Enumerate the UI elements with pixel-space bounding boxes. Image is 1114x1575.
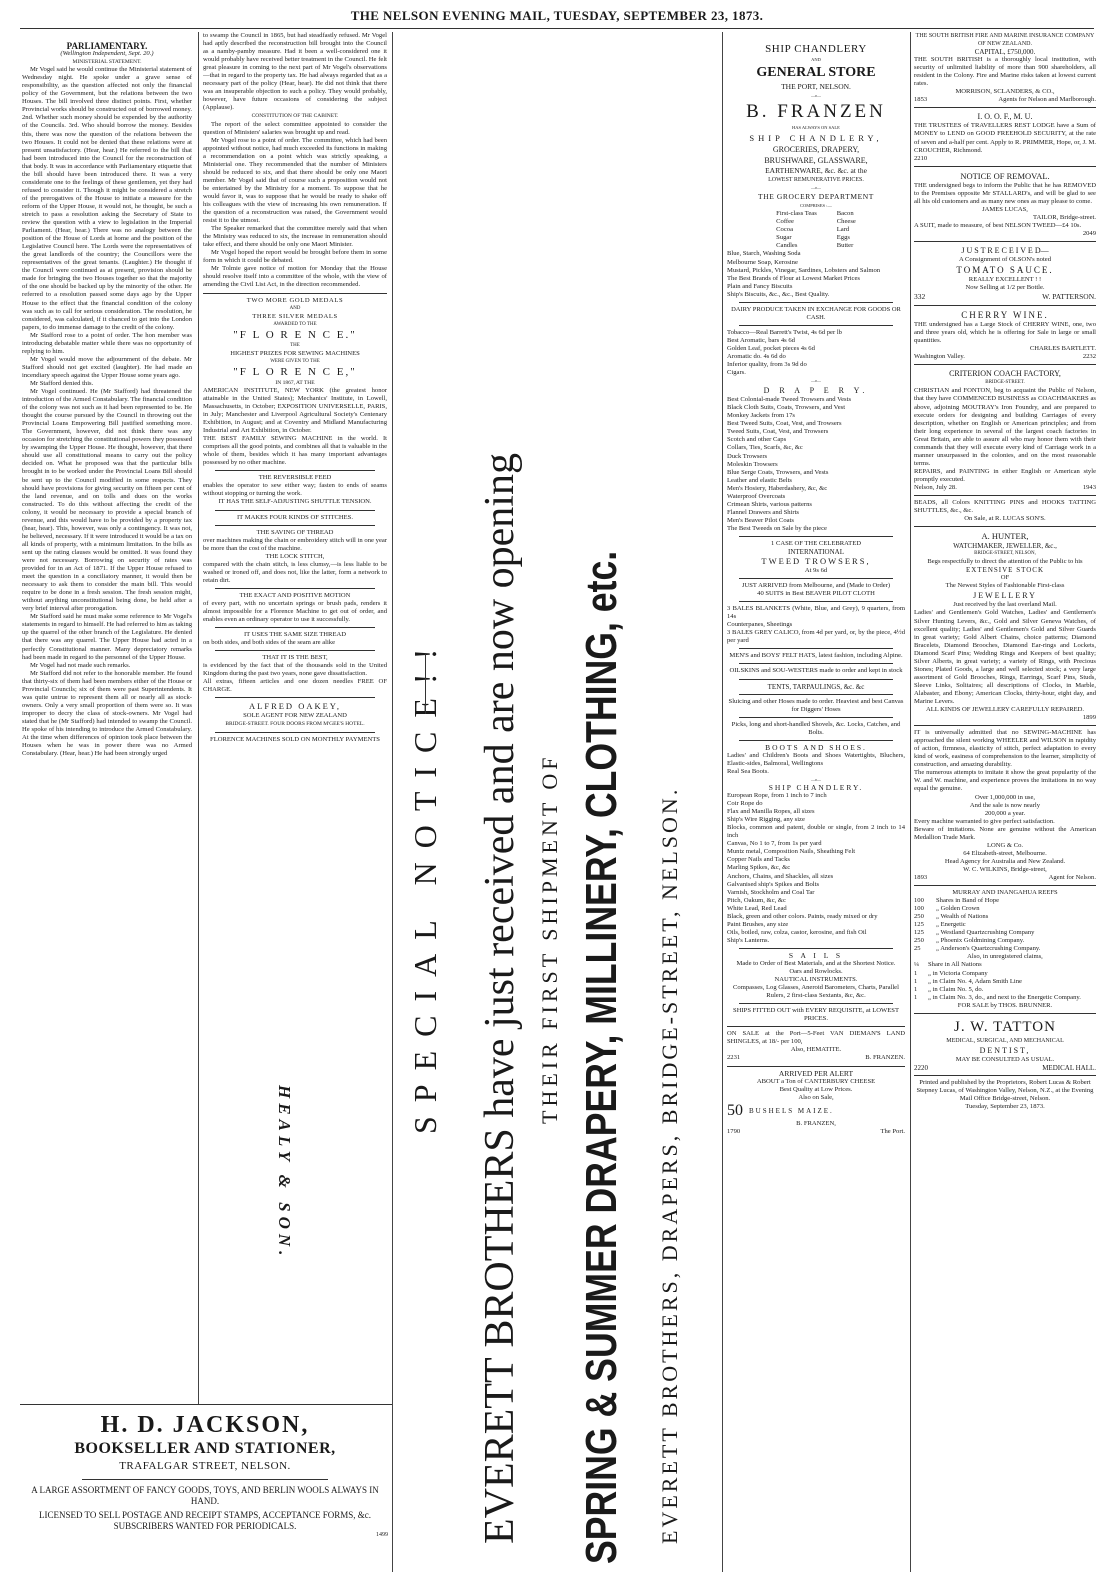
ad-heading: MURRAY AND INANGAHUA REEFS: [952, 889, 1058, 897]
column-rule: [910, 32, 911, 1572]
paragraph: Mr Stafford did not refer to the honorable member. He found that thirty-six of them had been members either of the House or Provincial Councils; six of them were past Superintendents. It was quite untrue to represent them all or nearly all as stock-owners. Only a very small proportion of them were so. It was improper to decry the class of stock-owners. Mr Vogel had stated that he (Mr Stafford) had intended to swamp the Council. He spoke of his intending to introduce the Armed Constabulary. At the time when differences of opinion took place between the Houses when he was in power there was no Armed Constabulary. (Hear, hear.) He had been strongly urged: [22, 669, 192, 758]
ad-line: JUST ARRIVED from Melbourne, and (Made to Order): [741, 582, 891, 590]
ad-paragraph: THE undersigned has a Large Stock of CHERRY WINE, one, two and three years old, which he is offering for Sale in large or small quantities.: [914, 321, 1096, 345]
ad-paragraph: compared with the chain stitch, is less clumsy,—is less liable to be washed or ironed off, and does not, like the latter, form a network to retain dirt.: [203, 560, 387, 584]
ad-line: A Consignment of OLSON's noted: [958, 255, 1052, 263]
grocery-list: [727, 210, 905, 250]
ad-line: CAPITAL, £750,000.: [974, 48, 1036, 57]
ad-line: THE PORT, NELSON.: [781, 82, 851, 92]
divider: [739, 648, 893, 649]
ad-line: HIGHEST PRIZES FOR SEWING MACHINES: [230, 349, 360, 357]
ad-paragraph: Every machine warranted to give perfect satisfaction.: [914, 817, 1055, 825]
ad-paragraph: All extras, fifteen articles and one dozen needles FREE OF CHARGE.: [203, 678, 387, 694]
ad-line: REALLY EXCELLENT ! !: [968, 276, 1042, 284]
divider: [914, 1013, 1096, 1014]
ad-number: 1899: [1082, 714, 1096, 722]
jackson-line: A LARGE ASSORTMENT OF FANCY GOODS, TOYS, AND BERLIN WOOLS ALWAYS IN HAND.: [31, 1485, 379, 1506]
ad-paragraph: THE BEST FAMILY SEWING MACHINE in the world. It comprises all the good points, and combines all that is valuable in the whole of them, besides which it has many important advantages possessed by no other machine.: [203, 435, 387, 467]
ad-heading: J U S T R E C E I V E D—: [961, 245, 1049, 255]
ad-line: IN 1867, AT THE: [275, 379, 315, 386]
ad-paragraph: IT is universally admitted that no SEWING-MACHINE has approached the silent working WHEELER and WILSON in rapidity of action, firmness, elasticity of stitch, perfect adaptation to every kind of work, easiness of comprehension to the learner, simplicity of construction, and amazing durability.: [914, 729, 1096, 769]
list-item: ¼ Share in All Nations: [914, 961, 982, 969]
ad-paragraph: of every part, with no uncertain springs or brush pads, renders it almost impossible for a Florence Machine to get out of order, and enables even an ordinary operator to use it successfully.: [203, 599, 387, 624]
ad-line: Also, HEMATITE.: [790, 1046, 842, 1054]
ad-heading: JEWELLERY: [973, 591, 1037, 601]
ad-heading: THAT IT IS THE BEST,: [262, 654, 328, 662]
ad-heading: I. O. O. F., M. U.: [977, 112, 1033, 122]
ad-number: 2049: [1082, 229, 1096, 237]
ad-heading: EXTENSIVE STOCK: [965, 566, 1045, 575]
ad-heading: TENTS, TARPAULINGS, &c. &c: [767, 682, 865, 691]
ad-paragraph: AMERICAN INSTITUTE, NEW YORK (the greatest honor attainable in the United States); Mechanics' Institute, in Lowell, Massachusetts, in October; EXPOSITION UNIVERSELLE, PARIS, in July; Manchester and Liverpool Agricultural Society's Centenary Exhibition, in August; and at Coventry and Midland Manufacturing Industrial and Art Exhibition, in October.: [203, 386, 387, 435]
ad-line: AWARDED TO THE: [273, 321, 317, 327]
ad-heading: THE SOUTH BRITISH FIRE AND MARINE INSURANCE COMPANY OF NEW ZEALAND.: [915, 33, 1095, 48]
ad-line: The Port.: [880, 1127, 905, 1135]
ad-signature: B. FRANZEN.: [865, 1054, 905, 1062]
ad-line: HAS ALWAYS ON SALE: [792, 125, 840, 131]
healy-vertical-wrap: [276, 1085, 296, 1385]
ad-paragraph: Beware of imitations. None are genuine without the American Medallion Trade Mark.: [914, 825, 1096, 841]
ad-paragraph: Best Colonial-made Tweed Trowsers and Vests Black Cloth Suits, Coats, Trowsers, and Vest Monkey Jackets from 17s Best Tweed Suits, Coat, Vest, and Trowsers Tweed Suits, Coat, Vest, and Trowsers Scotch and other Caps Collars, Ties, Scarfs, &c, &c Duck Trowsers Moleskin Trowsers Blue Serge Coats, Trowsers, and Vests Leather and elastic Belts Men's Hosiery, Haberdashery, &c, &c Waterproof Overcoats Crimean Shirts, various patterns Flannel Drawers and Shirts Men's Beaver Pilot Coats The Best Tweeds on Sale by the piece: [727, 396, 852, 532]
ad-signature: LONG & Co.: [986, 841, 1024, 849]
quantity-number: 50: [727, 1101, 743, 1119]
ad-line: Picks, long and short-handled Shovels, &c. Locks, Catches, and Bolts.: [731, 720, 901, 736]
ad-heading: A. HUNTER,: [981, 531, 1029, 542]
divider: [914, 166, 1096, 167]
list-item: Cocoa: [776, 226, 794, 234]
list-item: 250 „ Wealth of Nations: [914, 913, 989, 921]
list-item: 1 „ in Claim No. 4, Adam Smith Line: [914, 977, 1022, 985]
ad-heading: IT USES THE SAME SIZE THREAD: [243, 631, 347, 639]
ad-line: Now Selling at 1/2 per Bottle.: [965, 284, 1045, 292]
paragraph: Mr Vogel said he would continue the Ministerial statement of Wednesday night. He spoke under a grave sense of responsibility, as the question affected not only the financial policy of the Government, but the relations between the two Houses. The bill involved three distinct points. First, whether Provincial works should be constructed out of borrowed money. 2nd. Whether such money should be expended by the authority of the Councils. 3rd. Who should borrow the money. Besides this, there was now the question of the relations between the two Houses. It could not be denied that these relations were at present unsatisfactory. (Hear, hear.) He referred to the bill that had been introduced into the Council for the reconstruction of that body. It was in accordance with Parliamentary etiquette that the bill should have been introduced there. It was a very considerate one to the feelings of these gentlemen, yet they had refused to consider it. Though it might be considered a stretch of the prerogatives of the House to initiate a measure for the reform of the Upper House, it would not, he thought, be such a stretch to pass a resolution asking the Secretary of State to review the question with a view to legislation in the Imperial Parliament. (Hear, hear.) There was no analogy between the position of the House of Lords at home and the position of the Legislative Council here. The Lords were the representatives of the great landlords of the country; the Councillors were the representatives of the great tenants. (Laughter.) He thought if the Council were continued as at present, provision should be made for bringing the two Houses together so that the majority of the one should be backed up by the minority of the other. He referred to a resolution passed some days ago by the Upper House to the effect that the financial condition of the colony was such as to call for serious consideration. The resolution, he considered, was calculated, if it chanced to get into the London papers, to do immense damage to the credit of the colony.: [22, 66, 192, 331]
article-source: (Wellington Independent, Sept. 20.): [60, 50, 154, 58]
jackson-trade: BOOKSELLER AND STATIONER,: [74, 1440, 336, 1457]
ad-paragraph: CHRISTIAN and FONTON, beg to acquaint the Public of Nelson, that they have COMMENCED BUSINESS as COACHMAKERS as above, adjoining MOUTRAY's Iron Foundry, and are prepared to execute orders for designing and building Carriages of every description, whether on English or American principles; and from their long experience in several of the largest coach factories in Great Britain, are able to assure all who may honor them with their commands that they will execute every kind of Carriage work in a manner unsurpassed in the colonies, and on the most reasonable terms.: [914, 387, 1096, 467]
divider: [914, 495, 1096, 496]
everett-headline: EVERETT BROTHERS have just received and are now opening: [477, 453, 523, 1544]
ad-number: 1893: [914, 873, 928, 881]
paragraph: Mr Stafford said he must make some reference to Mr Vogel's statements in regard to himself. He had referred to him as taking up the quarrel of the other branch of the Legislature. He denied that there was any quarrel. The Upper House had acted in a perfectly Constitutional manner. Many depreciatory remarks had been made in regard to the personnel of the Upper House.: [22, 613, 192, 661]
divider: [914, 305, 1096, 306]
ad-paragraph: THE SOUTH BRITISH is a thoroughly local institution, with security of unlimited liability of more than 900 shareholders, all resident in the Colony. Fire and Marine risks taken at lowest current rates.: [914, 56, 1096, 88]
ad-paragraph: enables the operator to sew either way; fasten to ends of seams without stopping or turning the work.: [203, 482, 387, 498]
paragraph: Mr Vogel would move the adjournment of the debate. Mr Stafford should not get excited (laughter). He had made an incendiary speech against the Upper House some years ago.: [22, 355, 192, 379]
divider: [215, 588, 375, 589]
divider: [739, 578, 893, 579]
ad-line: SHIPS FITTED OUT with EVERY REQUISITE, at LOWEST PRICES.: [733, 1007, 899, 1023]
divider: [739, 948, 893, 949]
ad-line: AND: [289, 305, 301, 311]
everett-ad: [395, 34, 720, 1572]
ad-number: 1790: [727, 1127, 741, 1135]
ad-line: TWO MORE GOLD MEDALS: [246, 296, 344, 304]
florence-ad: [203, 297, 387, 744]
ad-line: 40 SUITS in Best BEAVER PILOT CLOTH: [757, 590, 875, 598]
divider: [215, 525, 375, 526]
ad-heading: THE EXACT AND POSITIVE MOTION: [239, 591, 351, 599]
list-item: Butter: [836, 242, 854, 250]
ad-title: "F L O R E N C E.": [233, 328, 357, 341]
ad-line: Also on Sale,: [798, 1093, 834, 1101]
ad-line: THREE SILVER MEDALS: [252, 312, 338, 320]
parliamentary-column: [22, 32, 192, 1402]
ad-line: And the sale is now nearly: [969, 801, 1041, 809]
ad-line: BRIDGE-STREET, NELSON,: [974, 551, 1036, 557]
ad-line: OILSKINS and SOU-WESTERS made to order and kept in stock: [729, 667, 903, 675]
ad-line: MAY BE CONSULTED AS USUAL.: [955, 1055, 1055, 1063]
masthead: THE NELSON EVENING MAIL, TUESDAY, SEPTEMBER 23, 1873.: [350, 8, 764, 23]
ad-line: BUSHELS MAIZE.: [749, 1106, 834, 1115]
ad-line: The Newest Styles of Fashionable First-class: [945, 582, 1065, 590]
list-item: 1 „ in Claim No. 3, do., and next to the Energetic Company.: [914, 993, 1081, 1001]
ad-line: ABOUT a Ton of CANTERBURY CHEESE: [756, 1077, 876, 1085]
ad-number: 2232: [1082, 353, 1096, 361]
list-item: Bacon: [836, 210, 854, 218]
ad-heading: ARRIVED PER ALERT: [778, 1068, 854, 1078]
ad-paragraph: The numerous attempts to imitate it show the great popularity of the W. and W. machine, and experience proves the imitations in no way equal the genuine.: [914, 769, 1096, 793]
tatton-name: J. W. TATTON: [954, 1018, 1056, 1035]
ad-line: 200,000 a year.: [984, 809, 1026, 817]
divider: [914, 107, 1096, 108]
column-rule: [722, 32, 723, 1572]
ad-line: Agents for Nelson and Marlborough.: [998, 96, 1096, 104]
ad-line: BRIDGE-STREET. FOUR DOORS FROM M'GEE'S HOTEL.: [225, 721, 365, 728]
ad-paragraph: A SUIT, made to measure, of best NELSON TWEED—£4 10s.: [914, 221, 1082, 229]
ad-heading: IT HAS THE SELF-ADJUSTING SHUTTLE TENSION.: [218, 498, 372, 506]
ad-paragraph: Ladies' and Gentlemen's Gold Watches, Ladies' and Gentlemen's Silver Hunting Levers, &c., Gold and Silver Geneva Watches, of excellent quality; Ladies' and Gentlemen's Gold and Silver Guards in great variety; Gold Albert Chains, choice patterns; Diamond Bracelets, Diamond Brooches, Diamond Ear-rings and Lockets, Diamond Scarf Pins; Wedding Rings and Keepers of best quality; Silver Alberts, in great variety; a variety of Rings, with Precious Stones; Plated Goods, a large and well selected stock; a very large assortment of Gold Brooches, Rings, Earrings, Scarf Pins, Studs, Sleeve Links, Solitaires; all descriptions of Clocks, in Marble, Alabaster, and Ebony; American Clocks, thirty-hour, eight day, and Marine Levers.: [914, 609, 1096, 705]
ad-line: EARTHENWARE, &c. &c. at the: [765, 166, 867, 176]
ad-heading: NAUTICAL INSTRUMENTS.: [774, 976, 858, 984]
divider: [215, 732, 375, 733]
ad-line: Made to Order of Best Materials, and at the Shortest Notice.: [736, 959, 896, 967]
ad-line: SOLE AGENT FOR NEW ZEALAND: [243, 712, 347, 720]
ad-line: Oars and Rowlocks.: [789, 968, 843, 976]
paragraph: The Speaker remarked that the committee merely said that when the Ministry was reduced to six, the increase in remuneration should take effect, and there should be only one Maori Minister.: [203, 225, 387, 249]
ad-line: LOWEST REMUNERATIVE PRICES.: [768, 177, 864, 184]
divider: [914, 1075, 1096, 1076]
ad-heading: IT MAKES FOUR KINDS OF STITCHES.: [236, 513, 353, 521]
ad-line: 64 Elizabeth-street, Melbourne.: [963, 849, 1047, 857]
list-item: 125 „ Energetic: [914, 921, 966, 929]
ad-signature: W. PATTERSON.: [1042, 292, 1096, 302]
franzen-column: SHIP CHANDLERY AND GENERAL STORE THE PORT, NELSON. —o— B. FRANZEN HAS ALWAYS ON SALE SHIP CHANDLERY, GROCERIES, DRAPERY, BRUSHWARE, GLASSWARE, EARTHENWARE, &c. &c. at the LOWEST REMUNERATIVE PRICES. —o— THE GROCERY DEPARTMENT COMPRISES :— First-class Teas Coffee Cocoa Sugar Candles Bacon Cheese Lard Eggs Butter Blue, Starch, Washing Soda Melbourne Soap, Kerosine Mustard, Pickles, Vinegar, Sardines, Lobsters and Salmon The Best Brands of Flour at Lowest Market Prices Plain and Fancy Biscuits Ship's Biscuits, &c., &c., Best Quality. DAIRY PRODUCE TAKEN IN EXCHANGE FOR GOODS OR CASH. Tobacco—Real Barrett's Twist, 4s 6d per lb Best Aromatic, bars 4s 6d Golden Leaf, pocket pieces 4s 6d Aromatic do. 4s 6d do Inferior quality, from 3s 9d do Cigars. —o— D R A P E R Y. Best Colonial-made Tweed Trowsers and Vests Black Cloth Suits, Coats, Trowsers, and Vest Monkey Jackets from 17s Best Tweed Suits, Coat, Vest, and Trowsers Tweed Suits, Coat, Vest, and Trowsers Scotch and other Caps Collars, Ties, Scarfs, &c, &c Duck Trowsers Moleskin Trowsers Blue Serge Coats, Trowsers, and Vests Leather and elastic Belts Men's Hosiery, Haberdashery, &c, &c Waterproof Overcoats Crimean Shirts, various patterns Flannel Drawers and Shirts Men's Beaver Pilot Coats The Best Tweeds on Sale by the piece 1 CASE OF THE CELEBRATED INTERNATIONAL TWEED TROWSERS, At 9s 6d JUST ARRIVED from Melbourne, and (Made to Order) 40 SUITS in Best BEAVER PILOT CLOTH 3 BALES BLANKETS (White, Blue, and Grey), 9 quarters, from 14s Counterpanes, Sheetings 3 BALES GREY CALICO, from 4d per yard, or, by the piece, 4½d per yard MEN'S and BOYS' FELT HATS, latest fashion, including Alpine. OILSKINS and SOU-WESTERS made to order and kept in stock TENTS, TARPAULINGS, &c. &c Sluicing and other Hoses made to order. Heaviest and best Canvas for Diggers' Hoses Picks, long and short-handled Shovels, &c. Locks, Catches, and Bolts. BOOTS AND SHOES. Ladies' and Children's Boots and Shoes Watertights, Bluchers, Elastic-sides, Balmoral, Wellingtons Real Sea Boots. —o— SHIP CHANDLERY. European Rope, from 1 inch to 7 inch Coir Rope do Flax and Manilla Ropes, all sizes Ship's Wire Rigging, any size Blocks, common and patent, double or single, from 2 inch to 14 inch Canvas, No 1 to 7, from 1s per yard Muntz metal, Composition Nails, Sheathing Felt Copper Nails and Tacks Marling Spikes, &c, &c Anchors, Chains, and Shackles, all sizes Galvanised ship's Spikes and Bolts Varnish, Stockholm and Coal Tar Pitch, Oakum, &c, &c White Lead, Red Lead Black, green and other colors. Paints, ready mixed or dry Paint Brushes, any size Oils, boiled, raw, colza, castor, kerosine, and fish Oil Ship's Lanterns. S A I L S Made to Order of Best Materials, and at the Shortest Notice. Oars and Rowlocks. NAUTICAL INSTRUMENTS. Compasses, Log Glasses, Aneroid Barometers, Charts, Parallel Rulers, 2 first-class Sextants, &c, &c. SHIPS FITTED OUT with EVERY REQUISITE, at LOWEST PRICES. ON SALE at the Port—5-Feet VAN DIEMAN'S LAND SHINGLES, at 18/- per 100, Also, HEMATITE. 2231 B. FRANZEN. ARRIVED PER ALERT ABOUT a Ton of CANTERBURY CHEESE Best Quality at Low Prices. Also on Sale, 50 BUSHELS MAIZE. B. FRANZEN, 1790 The Port.: [727, 43, 905, 1135]
drapery-headline: SPRING & SUMMER DRAPERY, MILLINERY, CLOTHING, etc.: [577, 550, 626, 1564]
list-item: 250 „ Phoenix Goldmining Company.: [914, 937, 1025, 945]
ad-heading: NOTICE OF REMOVAL.: [960, 170, 1050, 181]
ad-heading: THE REVERSIBLE FEED: [258, 474, 332, 482]
ad-paragraph: is evidenced by the fact that of the thousands sold in the United Kingdom during the past two years, none gave dissatisfaction.: [203, 662, 387, 678]
ad-heading: CHERRY WINE.: [961, 310, 1049, 321]
ad-line: Begs respectfully to direct the attention of the Public to his: [927, 558, 1083, 566]
list-item: Eggs: [836, 234, 850, 242]
divider: [215, 470, 375, 471]
divider: [215, 627, 375, 628]
ad-line: SHIP CHANDLERY,: [749, 133, 883, 144]
top-rule: [20, 28, 1094, 29]
paragraph: The report of the select committee appointed to consider the question of Ministers' salaries was brought up and read.: [203, 120, 387, 136]
list-item: Candles: [776, 242, 798, 250]
paragraph: to swamp the Council in 1865, but had steadfastly refused. Mr Vogel had aptly described the reconstruction bill brought into the Council as a namby-pamby measure. Had it been a well-considered one it would probably have received better treatment in the Council. He felt great pleasure in coming to the next part of Mr Vogel's observations—that in regard to the property tax. He had always regarded that as a necessary part of the policy (Hear, hear). He did not think that there was an insuperable objection to such a policy. They would probably, however, have future occasions of considering the subject (Applause).: [203, 32, 387, 112]
ad-heading: S A I L S: [788, 950, 844, 960]
ad-line: Agent for Nelson.: [1048, 873, 1096, 881]
ad-paragraph: Ladies' and Children's Boots and Shoes Watertights, Bluchers, Elastic-sides, Balmoral, Wellingtons Real Sea Boots.: [727, 751, 905, 775]
list-item: 100 „ Golden Crown: [914, 905, 980, 913]
ad-line: BRUSHWARE, GLASSWARE,: [764, 156, 868, 166]
paragraph: Mr Tolmie gave notice of motion for Monday that the House should resolve itself into a committee of the whole, with the view of amending the Civil List Act, in the direction recommended.: [203, 265, 387, 289]
divider: [914, 725, 1096, 726]
ad-line: MEDICAL, SURGICAL, AND MECHANICAL: [946, 1037, 1064, 1044]
ad-heading: CRITERION COACH FACTORY,: [949, 369, 1061, 379]
ad-heading: D R A P E R Y.: [763, 386, 869, 396]
ad-signature: JAMES LUCAS,: [982, 205, 1028, 213]
divider: [739, 302, 893, 303]
jackson-name: H. D. JACKSON,: [100, 1412, 310, 1438]
divider: [739, 694, 893, 695]
divider: [914, 526, 1096, 527]
ad-heading: DAIRY PRODUCE TAKEN IN EXCHANGE FOR GOODS OR CASH.: [731, 305, 901, 321]
jackson-street: TRAFALGAR STREET, NELSON.: [119, 1460, 291, 1472]
ad-heading: GENERAL STORE: [756, 65, 876, 81]
ad-signature: CHARLES BARTLETT.: [1029, 345, 1096, 353]
list-item: Cheese: [836, 218, 856, 226]
ad-paragraph: THE TRUSTEES of TRAVELLERS REST LODGE have a Sum of MONEY to LEND on GOOD FREEHOLD SECURITY, at the rate of seven and a-half per cent. Apply to R. PRIMMER, Hope, or, J. M. CROUCHER, Richmond.: [914, 122, 1096, 154]
ad-paragraph: BEADS, all Colors KNITTING PINS and HOOKS TATTING SHUTTLES, &c., &c.: [914, 499, 1096, 515]
ad-line: TAILOR, Bridge-street.: [1032, 213, 1096, 221]
ad-line: Head Agency for Australia and New Zealand.: [944, 857, 1066, 865]
list-item: 125 „ Westland Quartzcrushing Company: [914, 929, 1035, 937]
ad-paragraph: REPAIRS, and PAINTING in either English or American style promptly executed.: [914, 467, 1096, 483]
divider: [203, 293, 387, 294]
ad-number: 2231: [727, 1054, 741, 1062]
paragraph: Mr Vogel rose to a point of order. The committee, which had been appointed without notice, had much exceeded its functions in making a recommendation on a point which was strictly speaking, a Ministerial one. They recommended that the number of Ministers should be reduced to six, and that there should be only one Maori member. Mr Vogel said that of course such a proposition would not be entertained by the Ministry for a moment. To suppose that he would favor it, was to suppose that he would be ready to shake off his colleagues with the view of increasing his own remuneration. If the question of a reconstruction was raised, the Government would resist it to the utmost.: [203, 136, 387, 225]
article-subtitle: MINISTERIAL STATEMENT.: [72, 59, 142, 66]
right-column: [914, 32, 1096, 1572]
paragraph: Mr Stafford rose to a point of order. The hon member was introducing debatable matter while there was no opportunity of replying to him.: [22, 331, 192, 355]
list-item: 1 „ in Claim No. 5, do.: [914, 985, 984, 993]
agent-name: ALFRED OAKEY,: [249, 701, 341, 712]
imprint: Printed and published by the Proprietors, Robert Lucas & Robert Stepney Lucas, of Washington Valley, Nelson, N.Z., at the Evening Mail Office Bridge-street, Nelson.: [916, 1078, 1094, 1102]
divider: [727, 1066, 905, 1067]
healy-vertical-text: HEALY & SON.: [275, 1085, 294, 1261]
list-item: Coffee: [776, 218, 794, 226]
ad-heading: TOMATO SAUCE.: [956, 265, 1054, 276]
list-item: 1 „ in Victoria Company: [914, 969, 988, 977]
divider: [739, 663, 893, 664]
divider: [739, 679, 893, 680]
ad-paragraph: ON SALE at the Port—5-Feet VAN DIEMAN'S LAND SHINGLES, at 18/- per 100,: [727, 1030, 905, 1046]
ad-line: Over 1,000,000 in use,: [974, 793, 1036, 801]
ad-line: At 9s 6d: [804, 567, 828, 575]
franzen-name: B. FRANZEN: [746, 101, 886, 123]
divider: [727, 1026, 905, 1027]
ad-line: MEDICAL HALL.: [1042, 1063, 1096, 1072]
divider: [739, 536, 893, 537]
shares-list: [914, 897, 1096, 953]
ad-paragraph: Tobacco—Real Barrett's Twist, 4s 6d per lb Best Aromatic, bars 4s 6d Golden Leaf, pocket pieces 4s 6d Aromatic do. 4s 6d do Inferior quality, from 3s 9d do Cigars.: [727, 328, 842, 377]
ad-line: Nelson, July 28.: [914, 483, 957, 491]
ad-line: COMPRISES :—: [800, 203, 832, 209]
ad-line: OF: [1000, 574, 1010, 582]
list-item: Lard: [836, 226, 850, 234]
ad-line: Just received by the last overland Mail.: [953, 601, 1057, 609]
ad-line: AND: [811, 57, 821, 62]
ad-line: WATCHMAKER, JEWELLER, &c.,: [953, 542, 1057, 551]
ad-heading: TWEED TROWSERS,: [761, 556, 871, 567]
ad-number: 2220: [914, 1063, 928, 1072]
section-subtitle: CONSTITUTION OF THE CABINET.: [251, 113, 339, 120]
ad-line: FLORENCE MACHINES SOLD ON MONTHLY PAYMENTS: [210, 735, 380, 743]
ad-line: Sluicing and other Hoses made to order. Heaviest and best Canvas for Diggers' Hoses: [728, 697, 904, 713]
claims-list: [914, 961, 1096, 1001]
ad-number: 1853: [914, 96, 928, 104]
divider: [20, 1404, 392, 1405]
ad-line: THE: [290, 342, 300, 348]
ad-line: 1 CASE OF THE CELEBRATED: [771, 539, 861, 547]
ad-number: 332: [914, 292, 926, 302]
ad-signature: FOR SALE by THOS. BRUNNER.: [957, 1001, 1053, 1009]
divider: [215, 697, 375, 698]
paragraph: Mr Vogel hoped the report would be brought before them in some form in which it could be debated.: [203, 249, 387, 265]
list-item: 25 „ Anderson's Quartzcrushing Company.: [914, 945, 1041, 953]
ad-heading: DENTIST,: [979, 1045, 1031, 1055]
ad-line: Best Quality at Low Prices.: [779, 1085, 853, 1093]
ad-heading: THE SAVING OF THREAD: [256, 528, 334, 536]
paragraph: Mr Vogel had not made such remarks.: [30, 661, 131, 669]
ad-paragraph: Blue, Starch, Washing Soda Melbourne Soap, Kerosine Mustard, Pickles, Vinegar, Sardines, Lobsters and Salmon The Best Brands of Flour at Lowest Market Prices Plain and Fancy Biscuits Ship's Biscuits, &c., &c., Best Quality.: [727, 250, 881, 298]
ad-line: INTERNATIONAL: [788, 548, 844, 557]
divider: [739, 1003, 893, 1004]
ad-number: 2210: [914, 154, 928, 162]
divider: [739, 740, 893, 741]
ad-heading: THE LOCK STITCH,: [265, 552, 325, 560]
special-notice: SPECIAL NOTICE!!: [407, 634, 443, 1134]
everett-address: EVERETT BROTHERS, DRAPERS, BRIDGE-STREET, NELSON.: [657, 786, 682, 1544]
paragraph: Mr Vogel continued. He (Mr Stafford) had threatened the introduction of the Armed Constabulary. The financial condition of the colony was not such as it had been represented to be. He thought the course pursued by the Council in throwing out the Provincial Loans Empowering Bill justified something more. The Government, however, did not think there was any occasion for stretching the constitutional powers they possessed by swamping the Upper House. He thought, however, that there should use all constitutional means to carry out the policy decided on. What he proposed was that the particular bills brought in to be worked under the Provincial Loans Bill should be sent up to the Council modified in some respects. They should have provisions for giving security on fifteen per cent of the land revenue, and on tolls and dues on the works constructed. To do this without affecting the credit of the colony, it would be necessary to provide a special branch of revenue, and this would have to be provided by a property tax (hear, hear). This, however, was only a contingency. It was not, he believed, necessary. If it were introduced it would be a tax on all kinds of property, with a minimum limitation. In the bills as sent up the rating clauses would be omitted. It was found they were not necessary. Borrowing on security of rates was provided for in an Act of 1871. If the Upper House refused to meet the question in a conciliatory manner, it would then be necessary to ask them to consider the main bill. This would require to be done in a fresh session. The fresh session might, without anything unconstitutional being done, be held after a very brief interval after prorogation.: [22, 388, 192, 613]
ad-line: MEN'S and BOYS' FELT HATS, latest fashion, including Alpine.: [729, 652, 903, 660]
list-item: 100 Shares in Band of Hope: [914, 897, 999, 905]
ad-line: BRIDGE-STREET.: [985, 380, 1025, 386]
column-rule: [198, 32, 199, 1404]
ad-number: 1943: [1082, 483, 1096, 491]
divider: [215, 510, 375, 511]
jackson-line: LICENSED TO SELL POSTAGE AND RECEIPT STAMPS, ACCEPTANCE FORMS, &c. SUBSCRIBERS WANTED FOR PERIODICALS.: [38, 1510, 372, 1531]
divider: [739, 717, 893, 718]
divider: [914, 364, 1096, 365]
divider: [914, 885, 1096, 886]
ad-signature: MORRISON, SCLANDERS, & CO.,: [955, 88, 1055, 96]
ad-line: Washington Valley.: [914, 353, 965, 361]
list-item: First-class Teas: [776, 210, 817, 218]
ad-title: "F L O R E N C E,": [233, 365, 357, 378]
first-shipment: THEIR FIRST SHIPMENT OF: [537, 753, 562, 1124]
ad-line: Also, in unregistered claims,: [967, 953, 1043, 961]
ad-heading: THE GROCERY DEPARTMENT: [758, 192, 874, 202]
column-rule: [392, 32, 393, 1572]
divider: [215, 650, 375, 651]
ad-line: Compasses, Log Glasses, Aneroid Barometers, Charts, Parallel Rulers, 2 first-class Sextants, &c, &c.: [733, 984, 899, 1000]
ad-heading: ALL KINDS OF JEWELLERY CAREFULLY REPAIRED.: [925, 706, 1085, 714]
ad-line: GROCERIES, DRAPERY,: [772, 145, 860, 155]
divider: [914, 241, 1096, 242]
ad-number: 1499: [376, 1532, 388, 1538]
list-item: Sugar: [776, 234, 792, 242]
ad-signature: W. C. WILKINS, Bridge-street,: [963, 865, 1047, 873]
ad-paragraph: European Rope, from 1 inch to 7 inch Coir Rope do Flax and Manilla Ropes, all sizes Ship's Wire Rigging, any size Blocks, common and patent, double or single, from 2 inch to 14 inch Canvas, No 1 to 7, from 1s per yard Muntz metal, Composition Nails, Sheathing Felt Copper Nails and Tacks Marling Spikes, &c, &c Anchors, Chains, and Shackles, all sizes Galvanised ship's Spikes and Bolts Varnish, Stockholm and Coal Tar Pitch, Oakum, &c, &c White Lead, Red Lead Black, green and other colors. Paints, ready mixed or dry Paint Brushes, any size Oils, boiled, raw, colza, castor, kerosine, and fish Oil Ship's Lanterns.: [727, 792, 905, 944]
paragraph: Mr Stafford denied this.: [30, 379, 94, 387]
divider: [739, 325, 893, 326]
jackson-ad: [22, 1411, 388, 1538]
ad-heading: BOOTS AND SHOES.: [765, 742, 867, 752]
ad-signature: B. FRANZEN,: [796, 1119, 836, 1127]
ad-line: WERE GIVEN TO THE: [270, 358, 320, 364]
ad-line: On Sale, at R. LUCAS SON'S.: [964, 515, 1046, 523]
ad-paragraph: 3 BALES BLANKETS (White, Blue, and Grey), 9 quarters, from 14s Counterpanes, Sheetings 3 BALES GREY CALICO, from 4d per yard, or, by the piece, 4½d per yard: [727, 605, 905, 645]
ad-paragraph: THE undersigned begs to inform the Public that he has REMOVED to the Premises opposite Mr STALLARD's, and will be glad to see all his old customers and as many new ones as may please to come.: [914, 181, 1096, 205]
ad-heading: SHIP CHANDLERY.: [768, 783, 864, 792]
imprint-date: Tuesday, September 23, 1873.: [965, 1103, 1045, 1111]
ad-paragraph: over machines making the chain or embroidery stitch will in one year be more than the cost of the machine.: [203, 536, 387, 552]
divider: [739, 601, 893, 602]
ad-heading: SHIP CHANDLERY: [765, 43, 867, 55]
ad-paragraph: on both sides, and both sides of the seam are alike: [203, 639, 336, 647]
article-title: PARLIAMENTARY.: [66, 41, 148, 51]
